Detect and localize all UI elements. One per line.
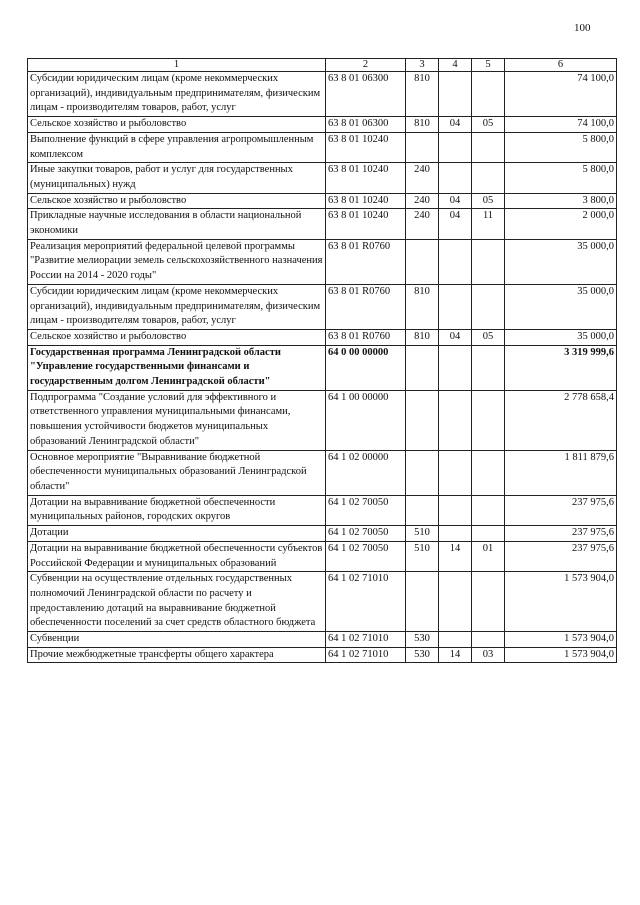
header-row xyxy=(28,59,617,72)
table-row xyxy=(28,345,617,390)
cell-vr: 240 xyxy=(406,209,439,239)
cell-code: 64 1 02 71010 xyxy=(326,632,406,648)
cell-pr: 11 xyxy=(472,209,505,239)
table-row xyxy=(28,541,617,571)
cell-code: 63 8 01 06300 xyxy=(326,72,406,117)
header-cell-pr: 5 xyxy=(472,59,505,72)
cell-vr xyxy=(406,390,439,450)
header-cell-code: 2 xyxy=(326,59,406,72)
cell-sum: 2 778 658,4 xyxy=(505,390,617,450)
header-cell-rz: 4 xyxy=(439,59,472,72)
cell-vr: 530 xyxy=(406,647,439,663)
cell-sum: 1 811 879,6 xyxy=(505,450,617,495)
table-row xyxy=(28,284,617,329)
cell-name: Дотации на выравнивание бюджетной обеспеченности муниципальных районов, городских округов xyxy=(28,495,326,525)
cell-vr: 810 xyxy=(406,117,439,133)
cell-sum: 1 573 904,0 xyxy=(505,632,617,648)
cell-name: Сельское хозяйство и рыболовство xyxy=(28,117,326,133)
cell-code: 63 8 01 R0760 xyxy=(326,284,406,329)
cell-code: 63 8 01 R0760 xyxy=(326,239,406,284)
cell-sum: 74 100,0 xyxy=(505,117,617,133)
cell-pr xyxy=(472,163,505,193)
cell-rz: 04 xyxy=(439,193,472,209)
cell-vr: 810 xyxy=(406,284,439,329)
cell-vr: 810 xyxy=(406,329,439,345)
cell-code: 63 8 01 10240 xyxy=(326,193,406,209)
cell-rz xyxy=(439,632,472,648)
cell-rz xyxy=(439,572,472,632)
cell-name: Прочие межбюджетные трансферты общего характера xyxy=(28,647,326,663)
cell-sum: 35 000,0 xyxy=(505,284,617,329)
cell-sum: 2 000,0 xyxy=(505,209,617,239)
table-row xyxy=(28,132,617,162)
cell-rz: 04 xyxy=(439,209,472,239)
header-cell-name: 1 xyxy=(28,59,326,72)
cell-code: 63 8 01 10240 xyxy=(326,163,406,193)
cell-sum: 35 000,0 xyxy=(505,239,617,284)
cell-pr: 05 xyxy=(472,329,505,345)
cell-code: 63 8 01 06300 xyxy=(326,117,406,133)
table-row xyxy=(28,390,617,450)
table-row xyxy=(28,647,617,663)
cell-rz xyxy=(439,345,472,390)
cell-code: 63 8 01 10240 xyxy=(326,209,406,239)
table-row xyxy=(28,209,617,239)
cell-name: Субсидии юридическим лицам (кроме некоммерческих организаций), индивидуальным предпринимателям, физическим лицам - производителям товаров, работ, услуг xyxy=(28,284,326,329)
cell-name: Прикладные научные исследования в области национальной экономики xyxy=(28,209,326,239)
cell-vr xyxy=(406,572,439,632)
table-row xyxy=(28,193,617,209)
table-row xyxy=(28,495,617,525)
cell-code: 64 1 02 00000 xyxy=(326,450,406,495)
cell-pr: 05 xyxy=(472,117,505,133)
cell-rz: 14 xyxy=(439,541,472,571)
cell-rz xyxy=(439,239,472,284)
cell-name: Подпрограмма "Создание условий для эффективного и ответственного управления муниципальными финансами, повышения устойчивости бюджетов муниципальных образований Ленинградской области" xyxy=(28,390,326,450)
cell-vr: 240 xyxy=(406,163,439,193)
cell-sum: 237 975,6 xyxy=(505,526,617,542)
cell-name: Субвенции на осуществление отдельных государственных полномочий Ленинградской области по расчету и предоставлению дотаций на выравнивание бюджетной обеспеченности поселений за счет средств областного бюджета xyxy=(28,572,326,632)
cell-sum: 237 975,6 xyxy=(505,541,617,571)
cell-rz: 04 xyxy=(439,329,472,345)
table-row xyxy=(28,450,617,495)
cell-vr: 530 xyxy=(406,632,439,648)
table-row xyxy=(28,239,617,284)
cell-code: 64 1 02 71010 xyxy=(326,572,406,632)
cell-vr xyxy=(406,239,439,284)
cell-vr: 510 xyxy=(406,541,439,571)
cell-pr xyxy=(472,632,505,648)
cell-rz xyxy=(439,284,472,329)
cell-rz: 14 xyxy=(439,647,472,663)
cell-sum: 237 975,6 xyxy=(505,495,617,525)
cell-sum: 35 000,0 xyxy=(505,329,617,345)
table-row xyxy=(28,72,617,117)
cell-name: Выполнение функций в сфере управления агропромышленным комплексом xyxy=(28,132,326,162)
cell-name: Государственная программа Ленинградской области "Управление государственными финансами и государственным долгом Ленинградской области" xyxy=(28,345,326,390)
cell-rz xyxy=(439,72,472,117)
cell-vr xyxy=(406,495,439,525)
cell-rz xyxy=(439,526,472,542)
cell-pr xyxy=(472,72,505,117)
cell-rz xyxy=(439,132,472,162)
budget-table xyxy=(27,58,617,663)
cell-rz xyxy=(439,450,472,495)
cell-code: 64 1 02 70050 xyxy=(326,526,406,542)
cell-sum: 5 800,0 xyxy=(505,163,617,193)
cell-pr xyxy=(472,284,505,329)
cell-code: 64 0 00 00000 xyxy=(326,345,406,390)
cell-code: 64 1 02 70050 xyxy=(326,495,406,525)
cell-rz xyxy=(439,163,472,193)
cell-vr xyxy=(406,345,439,390)
cell-pr xyxy=(472,450,505,495)
cell-name: Основное мероприятие "Выравнивание бюджетной обеспеченности муниципальных образований Ленинградской области" xyxy=(28,450,326,495)
header-cell-sum: 6 xyxy=(505,59,617,72)
cell-sum: 1 573 904,0 xyxy=(505,572,617,632)
cell-pr xyxy=(472,132,505,162)
cell-sum: 3 319 999,6 xyxy=(505,345,617,390)
cell-pr xyxy=(472,495,505,525)
cell-vr xyxy=(406,132,439,162)
cell-name: Реализация мероприятий федеральной целевой программы "Развитие мелиорации земель сельскохозяйственного назначения России на 2014 - 2020 годы" xyxy=(28,239,326,284)
table-row xyxy=(28,632,617,648)
cell-vr: 810 xyxy=(406,72,439,117)
cell-sum: 5 800,0 xyxy=(505,132,617,162)
cell-pr xyxy=(472,390,505,450)
cell-sum: 74 100,0 xyxy=(505,72,617,117)
cell-name: Субвенции xyxy=(28,632,326,648)
page-number: 100 xyxy=(574,22,591,34)
cell-code: 63 8 01 10240 xyxy=(326,132,406,162)
cell-pr xyxy=(472,572,505,632)
cell-vr: 240 xyxy=(406,193,439,209)
cell-pr: 05 xyxy=(472,193,505,209)
cell-pr xyxy=(472,345,505,390)
table-row xyxy=(28,329,617,345)
table-row xyxy=(28,117,617,133)
cell-vr xyxy=(406,450,439,495)
cell-code: 64 1 02 70050 xyxy=(326,541,406,571)
cell-rz: 04 xyxy=(439,117,472,133)
cell-rz xyxy=(439,390,472,450)
cell-name: Дотации xyxy=(28,526,326,542)
cell-name: Сельское хозяйство и рыболовство xyxy=(28,193,326,209)
table-body xyxy=(28,72,617,663)
cell-pr xyxy=(472,239,505,284)
cell-pr: 03 xyxy=(472,647,505,663)
header-cell-vr: 3 xyxy=(406,59,439,72)
cell-pr: 01 xyxy=(472,541,505,571)
cell-name: Иные закупки товаров, работ и услуг для государственных (муниципальных) нужд xyxy=(28,163,326,193)
cell-code: 63 8 01 R0760 xyxy=(326,329,406,345)
cell-code: 64 1 00 00000 xyxy=(326,390,406,450)
cell-sum: 1 573 904,0 xyxy=(505,647,617,663)
cell-sum: 3 800,0 xyxy=(505,193,617,209)
cell-name: Дотации на выравнивание бюджетной обеспеченности субъектов Российской Федерации и муниципальных образований xyxy=(28,541,326,571)
cell-name: Субсидии юридическим лицам (кроме некоммерческих организаций), индивидуальным предпринимателям, физическим лицам - производителям товаров, работ, услуг xyxy=(28,72,326,117)
cell-pr xyxy=(472,526,505,542)
table-row xyxy=(28,572,617,632)
cell-code: 64 1 02 71010 xyxy=(326,647,406,663)
cell-name: Сельское хозяйство и рыболовство xyxy=(28,329,326,345)
table-row xyxy=(28,163,617,193)
cell-vr: 510 xyxy=(406,526,439,542)
table-row xyxy=(28,526,617,542)
cell-rz xyxy=(439,495,472,525)
